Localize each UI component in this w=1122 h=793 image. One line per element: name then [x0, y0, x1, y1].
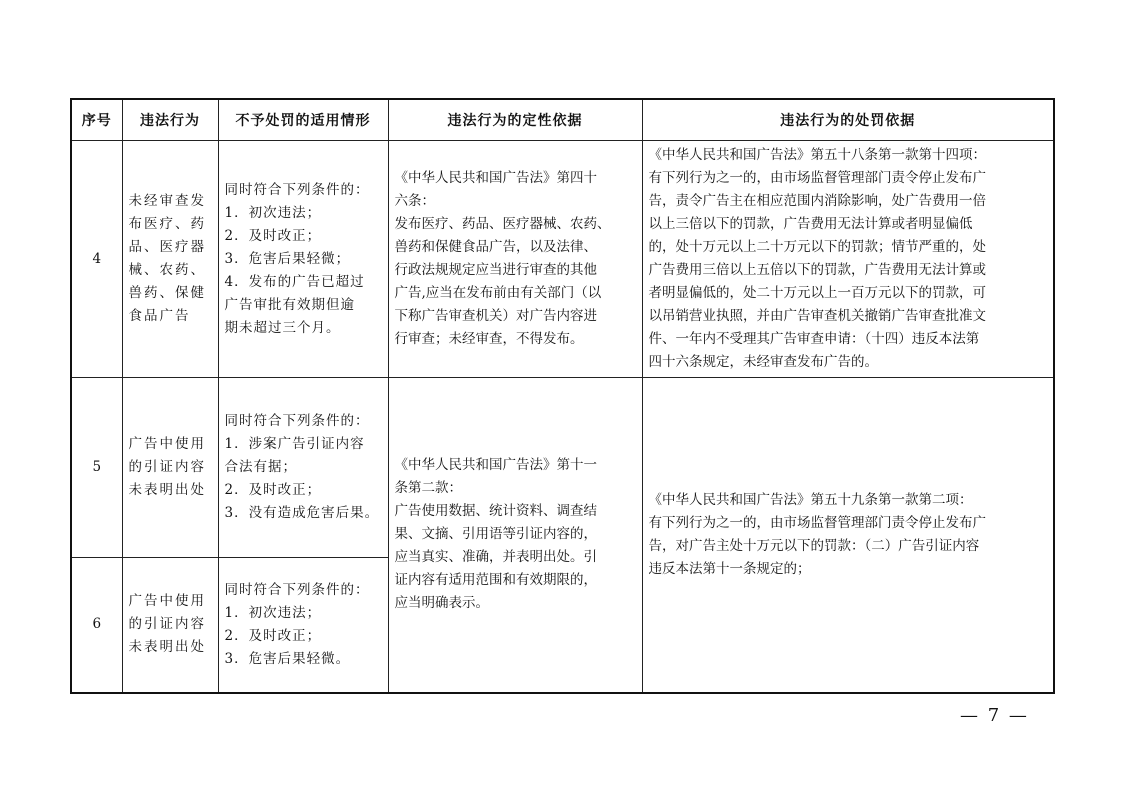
act-line: 械、农药、: [128, 262, 206, 278]
violation-act: [122, 141, 218, 378]
act-line: 的引证内容: [128, 616, 206, 633]
penalty-line: 《中华人民共和国广告法》第五十八条第一款第十四项：: [648, 147, 986, 163]
act-line: 布医疗、药: [128, 216, 206, 232]
act-line: 广告中使用: [128, 436, 206, 452]
act-line: 广告中使用: [128, 593, 206, 610]
basis-line: 应当真实、准确，并表明出处。引: [394, 549, 597, 566]
penalty-line: 有下列行为之一的，由市场监督管理部门责令停止发布广: [648, 170, 986, 186]
situation-line: 3．没有造成危害后果。: [224, 505, 380, 521]
exemption-situation: [218, 558, 388, 693]
row-number: 4: [71, 141, 122, 378]
penalty-line: 告，对广告主处十万元以下的罚款：（二）广告引证内容: [648, 537, 980, 554]
basis-line: 《中华人民共和国广告法》第四十: [394, 170, 597, 186]
situation-line: 3．危害后果轻微。: [224, 650, 351, 667]
table-row: [71, 378, 1054, 558]
table-row: [71, 141, 1054, 378]
situation-line: 1．涉案广告引证内容: [224, 436, 365, 452]
act-line: 的引证内容: [128, 459, 206, 475]
exemption-situation: [218, 141, 388, 378]
basis-line: 广告,应当在发布前由有关部门（以: [394, 285, 602, 301]
penalty-basis: [642, 378, 1054, 693]
penalty-line: 有下列行为之一的，由市场监督管理部门责令停止发布广: [648, 514, 986, 531]
legal-basis: [388, 378, 642, 693]
penalty-line: 四十六条规定，未经审查发布广告的。: [648, 354, 878, 370]
penalty-line: 者明显偏低的，处二十万元以上一百万元以下的罚款，可: [648, 285, 986, 301]
act-line: 未表明出处: [128, 482, 206, 498]
basis-line: 兽药和保健食品广告，以及法律、: [394, 239, 597, 255]
basis-line: 广告使用数据、统计资料、调查结: [394, 503, 597, 520]
violation-act: [122, 558, 218, 693]
penalty-line: 广告费用三倍以上五倍以下的罚款，广告费用无法计算或: [648, 262, 986, 278]
basis-line: 应当明确表示。: [394, 595, 489, 612]
row-number: 6: [71, 558, 122, 693]
penalty-line: 以上三倍以下的罚款，广告费用无法计算或者明显偏低: [648, 216, 973, 232]
situation-line: 期未超过三个月。: [224, 319, 341, 336]
basis-line: 果、文摘、引用语等引证内容的，: [394, 526, 597, 543]
penalty-table: [70, 98, 1055, 694]
penalty-line: 以吊销营业执照，并由广告审查机关撤销广告审查批准文: [648, 308, 986, 324]
penalty-line: 告，责令广告主在相应范围内消除影响，处广告费用一倍: [648, 193, 986, 209]
basis-line: 条第二款：: [394, 480, 462, 497]
page-number: — 7 —: [960, 705, 1029, 726]
situation-line: 1．初次违法；: [224, 204, 322, 221]
row-number: 5: [71, 378, 122, 558]
penalty-line: 的，处十万元以上二十万元以下的罚款；情节严重的，处: [648, 239, 986, 255]
situation-line: 3．危害后果轻微；: [224, 250, 351, 267]
basis-line: 证内容有适用范围和有效期限的，: [394, 572, 597, 589]
violation-act: [122, 378, 218, 558]
legal-basis: [388, 141, 642, 378]
act-line: 兽药、保健: [128, 285, 206, 301]
exemption-situation: [218, 378, 388, 558]
penalty-line: 《中华人民共和国广告法》第五十九条第一款第二项：: [648, 491, 973, 508]
header-row: [71, 99, 1054, 141]
situation-line: 同时符合下列条件的：: [224, 413, 370, 429]
header-no: 序号: [71, 99, 122, 141]
basis-line: 行政法规规定应当进行审查的其他: [394, 262, 597, 278]
penalty-line: 违反本法第十一条规定的；: [648, 560, 811, 577]
act-line: 未表明出处: [128, 639, 206, 656]
header-basis: 违法行为的定性依据: [388, 99, 642, 141]
situation-line: 合法有据；: [224, 459, 297, 475]
situation-line: 2．及时改正；: [224, 482, 322, 498]
penalty-line: 件、一年内不受理其广告审查申请：（十四）违反本法第: [648, 331, 980, 347]
act-line: 品、医疗器: [128, 239, 206, 255]
basis-line: 发布医疗、药品、医疗器械、农药、: [394, 216, 611, 232]
header-act: 违法行为: [122, 99, 218, 141]
situation-line: 1．初次违法；: [224, 604, 322, 621]
act-line: 未经审查发: [128, 193, 206, 209]
penalty-basis: [642, 141, 1054, 378]
situation-line: 4．发布的广告已超过: [224, 273, 365, 290]
basis-line: 行审查；未经审查，不得发布。: [394, 331, 584, 347]
situation-line: 同时符合下列条件的：: [224, 181, 370, 198]
header-penalty: 违法行为的处罚依据: [642, 99, 1054, 141]
situation-line: 2．及时改正；: [224, 227, 322, 244]
act-line: 食品广告: [128, 308, 191, 324]
situation-line: 同时符合下列条件的：: [224, 581, 370, 598]
basis-line: 六条：: [394, 193, 435, 209]
header-situation: 不予处罚的适用情形: [218, 99, 388, 141]
basis-line: 下称广告审查机关）对广告内容进: [394, 308, 597, 324]
situation-line: 2．及时改正；: [224, 627, 322, 644]
situation-line: 广告审批有效期但逾: [224, 296, 355, 313]
basis-line: 《中华人民共和国广告法》第十一: [394, 457, 597, 474]
